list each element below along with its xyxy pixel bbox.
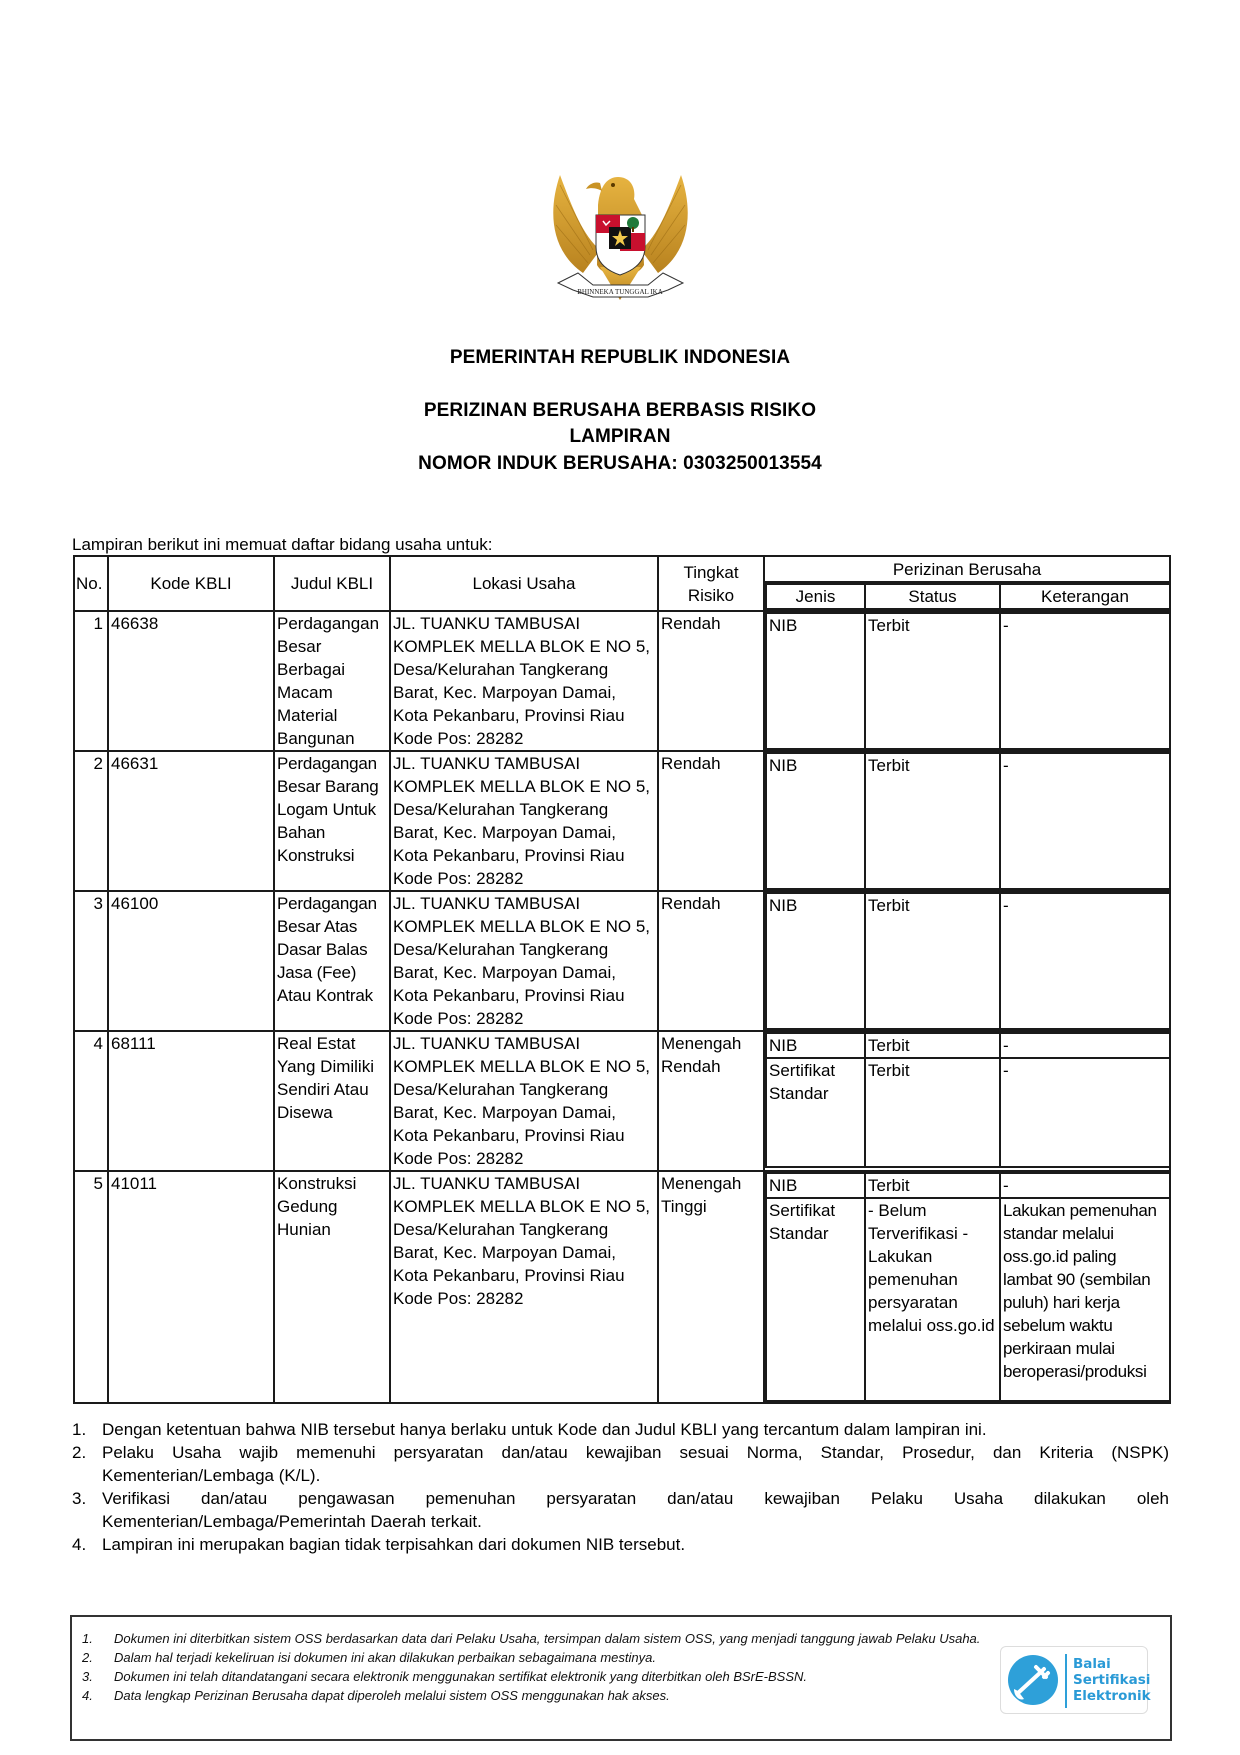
row-judul-kbli: Perdagangan Besar Berbagai Macam Material Bangunan <box>274 611 390 751</box>
row-lokasi-usaha: JL. TUANKU TAMBUSAI KOMPLEK MELLA BLOK E NO 5, Desa/Kelurahan Tangkerang Barat, Kec. Marpoyan Damai, Kota Pekanbaru, Provinsi Riau Kode Pos: 28282 <box>390 1171 658 1403</box>
table-row <box>74 1031 1170 1171</box>
row-lokasi-usaha: JL. TUANKU TAMBUSAI KOMPLEK MELLA BLOK E NO 5, Desa/Kelurahan Tangkerang Barat, Kec. Marpoyan Damai, Kota Pekanbaru, Provinsi Riau Kode Pos: 28282 <box>390 1031 658 1171</box>
row-tingkat-risiko: Rendah <box>658 891 764 1031</box>
note-item: 1. Dengan ketentuan bahwa NIB tersebut hanya berlaku untuk Kode dan Judul KBLI yang tercantum dalam lampiran ini. <box>72 1420 987 1439</box>
footer-item: 1. Dokumen ini diterbitkan sistem OSS berdasarkan data dari Pelaku Usaha, tersimpan dalam sistem OSS, yang menjadi tanggung jawab Pelaku Usaha. <box>82 1631 981 1646</box>
row-lokasi-usaha: JL. TUANKU TAMBUSAI KOMPLEK MELLA BLOK E NO 5, Desa/Kelurahan Tangkerang Barat, Kec. Marpoyan Damai, Kota Pekanbaru, Provinsi Riau Kode Pos: 28282 <box>390 891 658 1031</box>
row-kode-kbli: 46638 <box>108 611 274 751</box>
table-row <box>74 1171 1170 1403</box>
row-lokasi-usaha: JL. TUANKU TAMBUSAI KOMPLEK MELLA BLOK E NO 5, Desa/Kelurahan Tangkerang Barat, Kec. Marpoyan Damai, Kota Pekanbaru, Provinsi Riau Kode Pos: 28282 <box>390 611 658 751</box>
emblem-motto: BHINNEKA TUNGGAL IKA <box>577 288 663 296</box>
row-no: 1 <box>74 611 108 751</box>
perizinan-keterangan: - <box>1000 1058 1169 1167</box>
perizinan-keterangan: - <box>1000 893 1169 1029</box>
row-judul-kbli: Perdagangan Besar Barang Logam Untuk Bahan Konstruksi <box>274 751 390 891</box>
perizinan-status: Terbit <box>865 613 1000 749</box>
perizinan-jenis: NIB <box>766 893 865 1029</box>
note-item: 2. Pelaku Usaha wajib memenuhi persyaratan dan/atau kewajiban sesuai Norma, Standar, Prosedur, dan Kriteria (NSPK) Kementerian/Lembaga (K/L). <box>72 1443 1169 1485</box>
business-fields-table <box>73 555 1171 1404</box>
footer-item: 2. Dalam hal terjadi kekeliruan isi dokumen ini akan dilakukan perbaikan sebagaimana mestinya. <box>82 1650 656 1665</box>
row-no: 4 <box>74 1031 108 1171</box>
footer-item: 3. Dokumen ini telah ditandatangani secara elektronik menggunakan sertifikat elektronik yang diterbitkan oleh BSrE-BSSN. <box>82 1669 807 1684</box>
perizinan-jenis: Sertifikat Standar <box>766 1058 865 1167</box>
perizinan-jenis: NIB <box>766 753 865 889</box>
row-judul-kbli: Real Estat Yang Dimiliki Sendiri Atau Disewa <box>274 1031 390 1171</box>
row-tingkat-risiko: Menengah Rendah <box>658 1031 764 1171</box>
perizinan-keterangan: - <box>1000 1173 1169 1198</box>
header-no: No. <box>74 556 108 611</box>
footer-disclaimer-list <box>82 1629 1012 1705</box>
row-judul-kbli: Konstruksi Gedung Hunian <box>274 1171 390 1403</box>
perizinan-jenis: NIB <box>766 1033 865 1058</box>
nib-number: NOMOR INDUK BERUSAHA: 0303250013554 <box>418 453 822 474</box>
notes-list <box>72 1418 1169 1556</box>
header-perizinan-berusaha: Perizinan Berusaha <box>764 556 1170 582</box>
bsre-logo <box>1000 1646 1151 1714</box>
row-no: 2 <box>74 751 108 891</box>
perizinan-status: Terbit <box>865 1173 1000 1198</box>
header-jenis: Jenis <box>766 584 865 609</box>
bsre-logo-text: Balai Sertifikasi Elektronik <box>1073 1656 1151 1704</box>
row-kode-kbli: 46100 <box>108 891 274 1031</box>
perizinan-status: - Belum Terverifikasi - Lakukan pemenuhan persyaratan melalui oss.go.id <box>865 1198 1000 1401</box>
government-heading: PEMERINTAH REPUBLIK INDONESIA <box>449 347 791 368</box>
table-row <box>74 611 1170 751</box>
header-judul-kbli: Judul KBLI <box>274 556 390 611</box>
row-kode-kbli: 68111 <box>108 1031 274 1171</box>
row-judul-kbli: Perdagangan Besar Atas Dasar Balas Jasa (Fee) Atau Kontrak <box>274 891 390 1031</box>
header-status: Status <box>865 584 1000 609</box>
perizinan-status: Terbit <box>865 753 1000 889</box>
table-row <box>74 751 1170 891</box>
perizinan-status: Terbit <box>865 1058 1000 1167</box>
row-kode-kbli: 41011 <box>108 1171 274 1403</box>
header-lokasi-usaha: Lokasi Usaha <box>390 556 658 611</box>
perizinan-jenis: NIB <box>766 613 865 749</box>
intro-text: Lampiran berikut ini memuat daftar bidang usaha untuk: <box>72 535 493 554</box>
document-subtitle: LAMPIRAN <box>569 426 671 447</box>
garuda-emblem-icon <box>538 155 703 315</box>
perizinan-status: Terbit <box>865 893 1000 1029</box>
row-tingkat-risiko: Menengah Tinggi <box>658 1171 764 1403</box>
row-no: 5 <box>74 1171 108 1403</box>
header-kode-kbli: Kode KBLI <box>108 556 274 611</box>
logo-divider <box>1065 1654 1067 1708</box>
perizinan-status: Terbit <box>865 1033 1000 1058</box>
note-item: 4. Lampiran ini merupakan bagian tidak terpisahkan dari dokumen NIB tersebut. <box>72 1535 686 1554</box>
perizinan-keterangan: - <box>1000 753 1169 889</box>
footer-item: 4. Data lengkap Perizinan Berusaha dapat diperoleh melalui sistem OSS menggunakan hak akses. <box>82 1688 670 1703</box>
perizinan-keterangan: Lakukan pemenuhan standar melalui oss.go.id paling lambat 90 (sembilan puluh) hari kerja sebelum waktu perkiraan mulai beroperasi/produksi <box>1000 1198 1169 1401</box>
row-lokasi-usaha: JL. TUANKU TAMBUSAI KOMPLEK MELLA BLOK E NO 5, Desa/Kelurahan Tangkerang Barat, Kec. Marpoyan Damai, Kota Pekanbaru, Provinsi Riau Kode Pos: 28282 <box>390 751 658 891</box>
row-tingkat-risiko: Rendah <box>658 751 764 891</box>
row-kode-kbli: 46631 <box>108 751 274 891</box>
perizinan-keterangan: - <box>1000 613 1169 749</box>
table-row <box>74 891 1170 1031</box>
key-icon <box>1006 1653 1060 1707</box>
row-no: 3 <box>74 891 108 1031</box>
perizinan-jenis: NIB <box>766 1173 865 1198</box>
header-tingkat-risiko: Tingkat Risiko <box>658 556 764 611</box>
perizinan-jenis: Sertifikat Standar <box>766 1198 865 1401</box>
document-title: PERIZINAN BERUSAHA BERBASIS RISIKO <box>423 400 817 421</box>
note-item: 3. Verifikasi dan/atau pengawasan pemenuhan persyaratan dan/atau kewajiban Pelaku Usaha dilakukan oleh Kementerian/Lembaga/Pemerintah Daerah terkait. <box>72 1489 1169 1531</box>
row-tingkat-risiko: Rendah <box>658 611 764 751</box>
header-keterangan: Keterangan <box>1000 584 1169 609</box>
perizinan-keterangan: - <box>1000 1033 1169 1058</box>
